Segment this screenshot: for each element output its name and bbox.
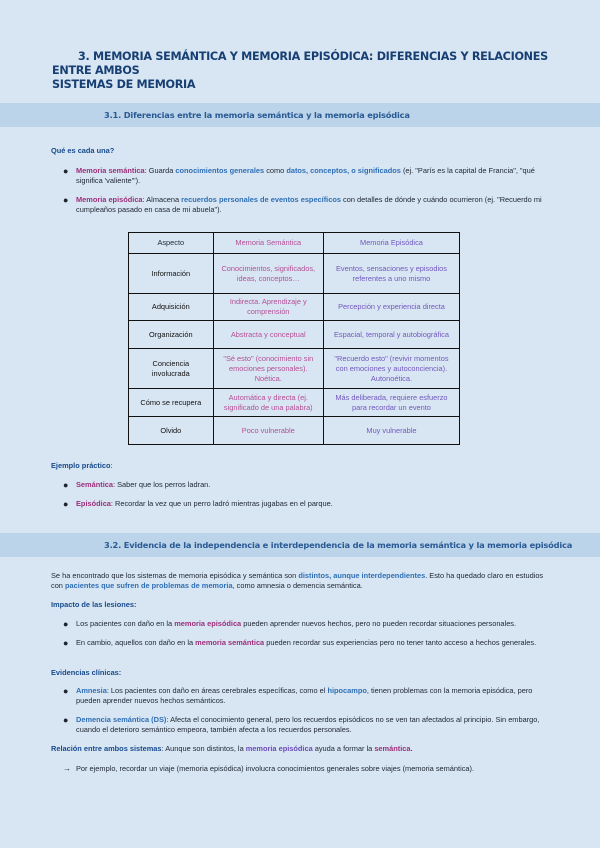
page-title: [52, 50, 552, 92]
list-item-semantic-dementia: [76, 715, 551, 735]
text: con detalles de dónde y cuándo ocurrieron (ej. "Recuerdo mi cumpleaños pasado en casa de mi abuela").: [76, 195, 542, 214]
cell-aspect: Información: [129, 254, 214, 294]
text: , tienen problemas con la memoria episódica, pero pueden aprender nuevos hechos semánticos.: [76, 686, 533, 705]
highlight: memoria episódica: [174, 619, 242, 628]
text: pueden recordar sus experiencias pero no tener tanto acceso a hechos generales.: [264, 638, 537, 647]
cell-aspect: Organización: [129, 321, 214, 349]
relation-example: Por ejemplo, recordar un viaje (memoria episódica) involucra conocimientos generales sobre viajes (memoria semántica).: [76, 764, 475, 773]
text: : Saber que los perros ladran.: [112, 480, 211, 489]
text: : Afecta el conocimiento general, pero los recuerdos episódicos no se ven tan afectados al principio. Sin embargo, cuando el deterioro semántico empeora, también afecta a los recuerdos personales.: [76, 715, 540, 734]
comparison-table: [128, 232, 460, 445]
text: ayuda a formar la: [312, 744, 375, 753]
cell-episodic: Eventos, sensaciones y episodios referentes a uno mismo: [323, 254, 459, 294]
cell-aspect: Olvido: [129, 417, 214, 445]
text: como: [264, 166, 287, 175]
cell-episodic: Muy vulnerable: [323, 417, 459, 445]
term: Amnesia: [76, 686, 107, 695]
text: :: [110, 461, 113, 470]
bullet-dot: ●: [63, 715, 69, 725]
cell-semantic: Automática y directa (ej. significado de una palabra): [213, 389, 323, 417]
section-1-heading: 3.1. Diferencias entre la memoria semántica y la memoria episódica: [0, 103, 600, 127]
text: Se ha encontrado que los sistemas de memoria episódica y semántica son: [51, 571, 299, 580]
example-episodic: [76, 499, 551, 509]
table-row: [129, 349, 460, 389]
page-title-line1: 3. MEMORIA SEMÁNTICA Y MEMORIA EPISÓDICA: DIFERENCIAS Y RELACIONES ENTRE AMBOS: [52, 50, 548, 77]
text: pueden aprender nuevos hechos, pero no pueden recordar situaciones personales.: [241, 619, 517, 628]
table-header-row: [129, 233, 460, 254]
lesion-impact-heading: Impacto de las lesiones:: [51, 600, 137, 609]
arrow-icon: →: [63, 764, 71, 773]
text: : Recordar la vez que un perro ladró mientras jugabas en el parque.: [110, 499, 333, 508]
cell-semantic: Abstracta y conceptual: [213, 321, 323, 349]
text: : Aunque son distintos, la: [161, 744, 246, 753]
text: Los pacientes con daño en la: [76, 619, 175, 628]
cell-semantic: Indirecta. Aprendizaje y comprensión: [213, 294, 323, 321]
clinical-evidence-heading: Evidencias clínicas:: [51, 668, 122, 677]
list-item-semantic-memory: [76, 166, 551, 186]
practical-example-heading: [51, 461, 551, 471]
bullet-dot: ●: [63, 686, 69, 696]
section-2-heading: 3.2. Evidencia de la independencia e interdependencia de la memoria semántica y la memoria episódica: [0, 533, 600, 557]
term-episodic-memory: Memoria episódica: [76, 195, 143, 204]
text: . Esto ha quedado claro en estudios con: [51, 571, 544, 590]
section-2-intro: [51, 571, 551, 591]
label: Relación entre ambos sistemas: [51, 744, 162, 753]
cell-episodic: Espacial, temporal y autobiográfica: [323, 321, 459, 349]
highlight: pacientes que sufren de problemas de memoria: [64, 581, 233, 590]
bullet-dot: ●: [63, 499, 69, 509]
table-row: [129, 254, 460, 294]
highlight: recuerdos personales de eventos específicos: [181, 195, 341, 204]
highlight: datos, conceptos, o significados: [286, 166, 401, 175]
list-item-episodic-memory: [76, 195, 551, 215]
highlight: semántica.: [374, 744, 413, 753]
bullet-dot: ●: [63, 166, 69, 176]
table-row: [129, 389, 460, 417]
term: Episódica: [76, 499, 111, 508]
relation-paragraph: [51, 744, 551, 754]
text: : Almacena: [142, 195, 182, 204]
text: : Los pacientes con daño en áreas cerebrales específicas, como el: [106, 686, 328, 695]
header-aspect: Aspecto: [129, 233, 214, 254]
cell-semantic: Poco vulnerable: [213, 417, 323, 445]
table-row: [129, 321, 460, 349]
table-row: [129, 417, 460, 445]
page-title-line2: SISTEMAS DE MEMORIA: [52, 78, 196, 91]
header-semantic: Memoria Semántica: [213, 233, 323, 254]
highlight: memoria episódica: [245, 744, 313, 753]
list-item: [76, 619, 551, 629]
cell-aspect: Cómo se recupera: [129, 389, 214, 417]
cell-episodic: Percepción y experiencia directa: [323, 294, 459, 321]
term: Semántica: [76, 480, 113, 489]
example-semantic: [76, 480, 551, 490]
highlight: memoria semántica: [195, 638, 265, 647]
highlight: hipocampo: [327, 686, 367, 695]
cell-semantic: "Sé esto" (conocimiento sin emociones personales). Noética.: [213, 349, 323, 389]
cell-episodic: Más deliberada, requiere esfuerzo para recordar un evento: [323, 389, 459, 417]
bullet-dot: ●: [63, 195, 69, 205]
bullet-dot: ●: [63, 480, 69, 490]
bullet-dot: ●: [63, 619, 69, 629]
cell-aspect: Conciencia involucrada: [129, 349, 214, 389]
text: (ej. "París es la capital de Francia", "qué significa 'valiente'").: [76, 166, 535, 185]
term: Demencia semántica (DS): [76, 715, 167, 724]
term-semantic-memory: Memoria semántica: [76, 166, 145, 175]
highlight: conocimientos generales: [175, 166, 265, 175]
header-episodic: Memoria Episódica: [323, 233, 459, 254]
table-row: [129, 294, 460, 321]
text: , como amnesia o demencia semántica.: [232, 581, 363, 590]
bullet-dot: ●: [63, 638, 69, 648]
list-item-amnesia: [76, 686, 551, 706]
highlight: distintos, aunque interdependientes: [298, 571, 426, 580]
text: : Guarda: [144, 166, 176, 175]
list-item: [76, 638, 551, 648]
cell-aspect: Adquisición: [129, 294, 214, 321]
cell-semantic: Conocimientos, significados, ideas, conceptos…: [213, 254, 323, 294]
heading-text: Ejemplo práctico: [51, 461, 111, 470]
text: En cambio, aquellos con daño en la: [76, 638, 196, 647]
cell-episodic: "Recuerdo esto" (revivir momentos con emociones y autoconciencia). Autonoética.: [323, 349, 459, 389]
what-is-each-question: Qué es cada una?: [51, 146, 115, 155]
